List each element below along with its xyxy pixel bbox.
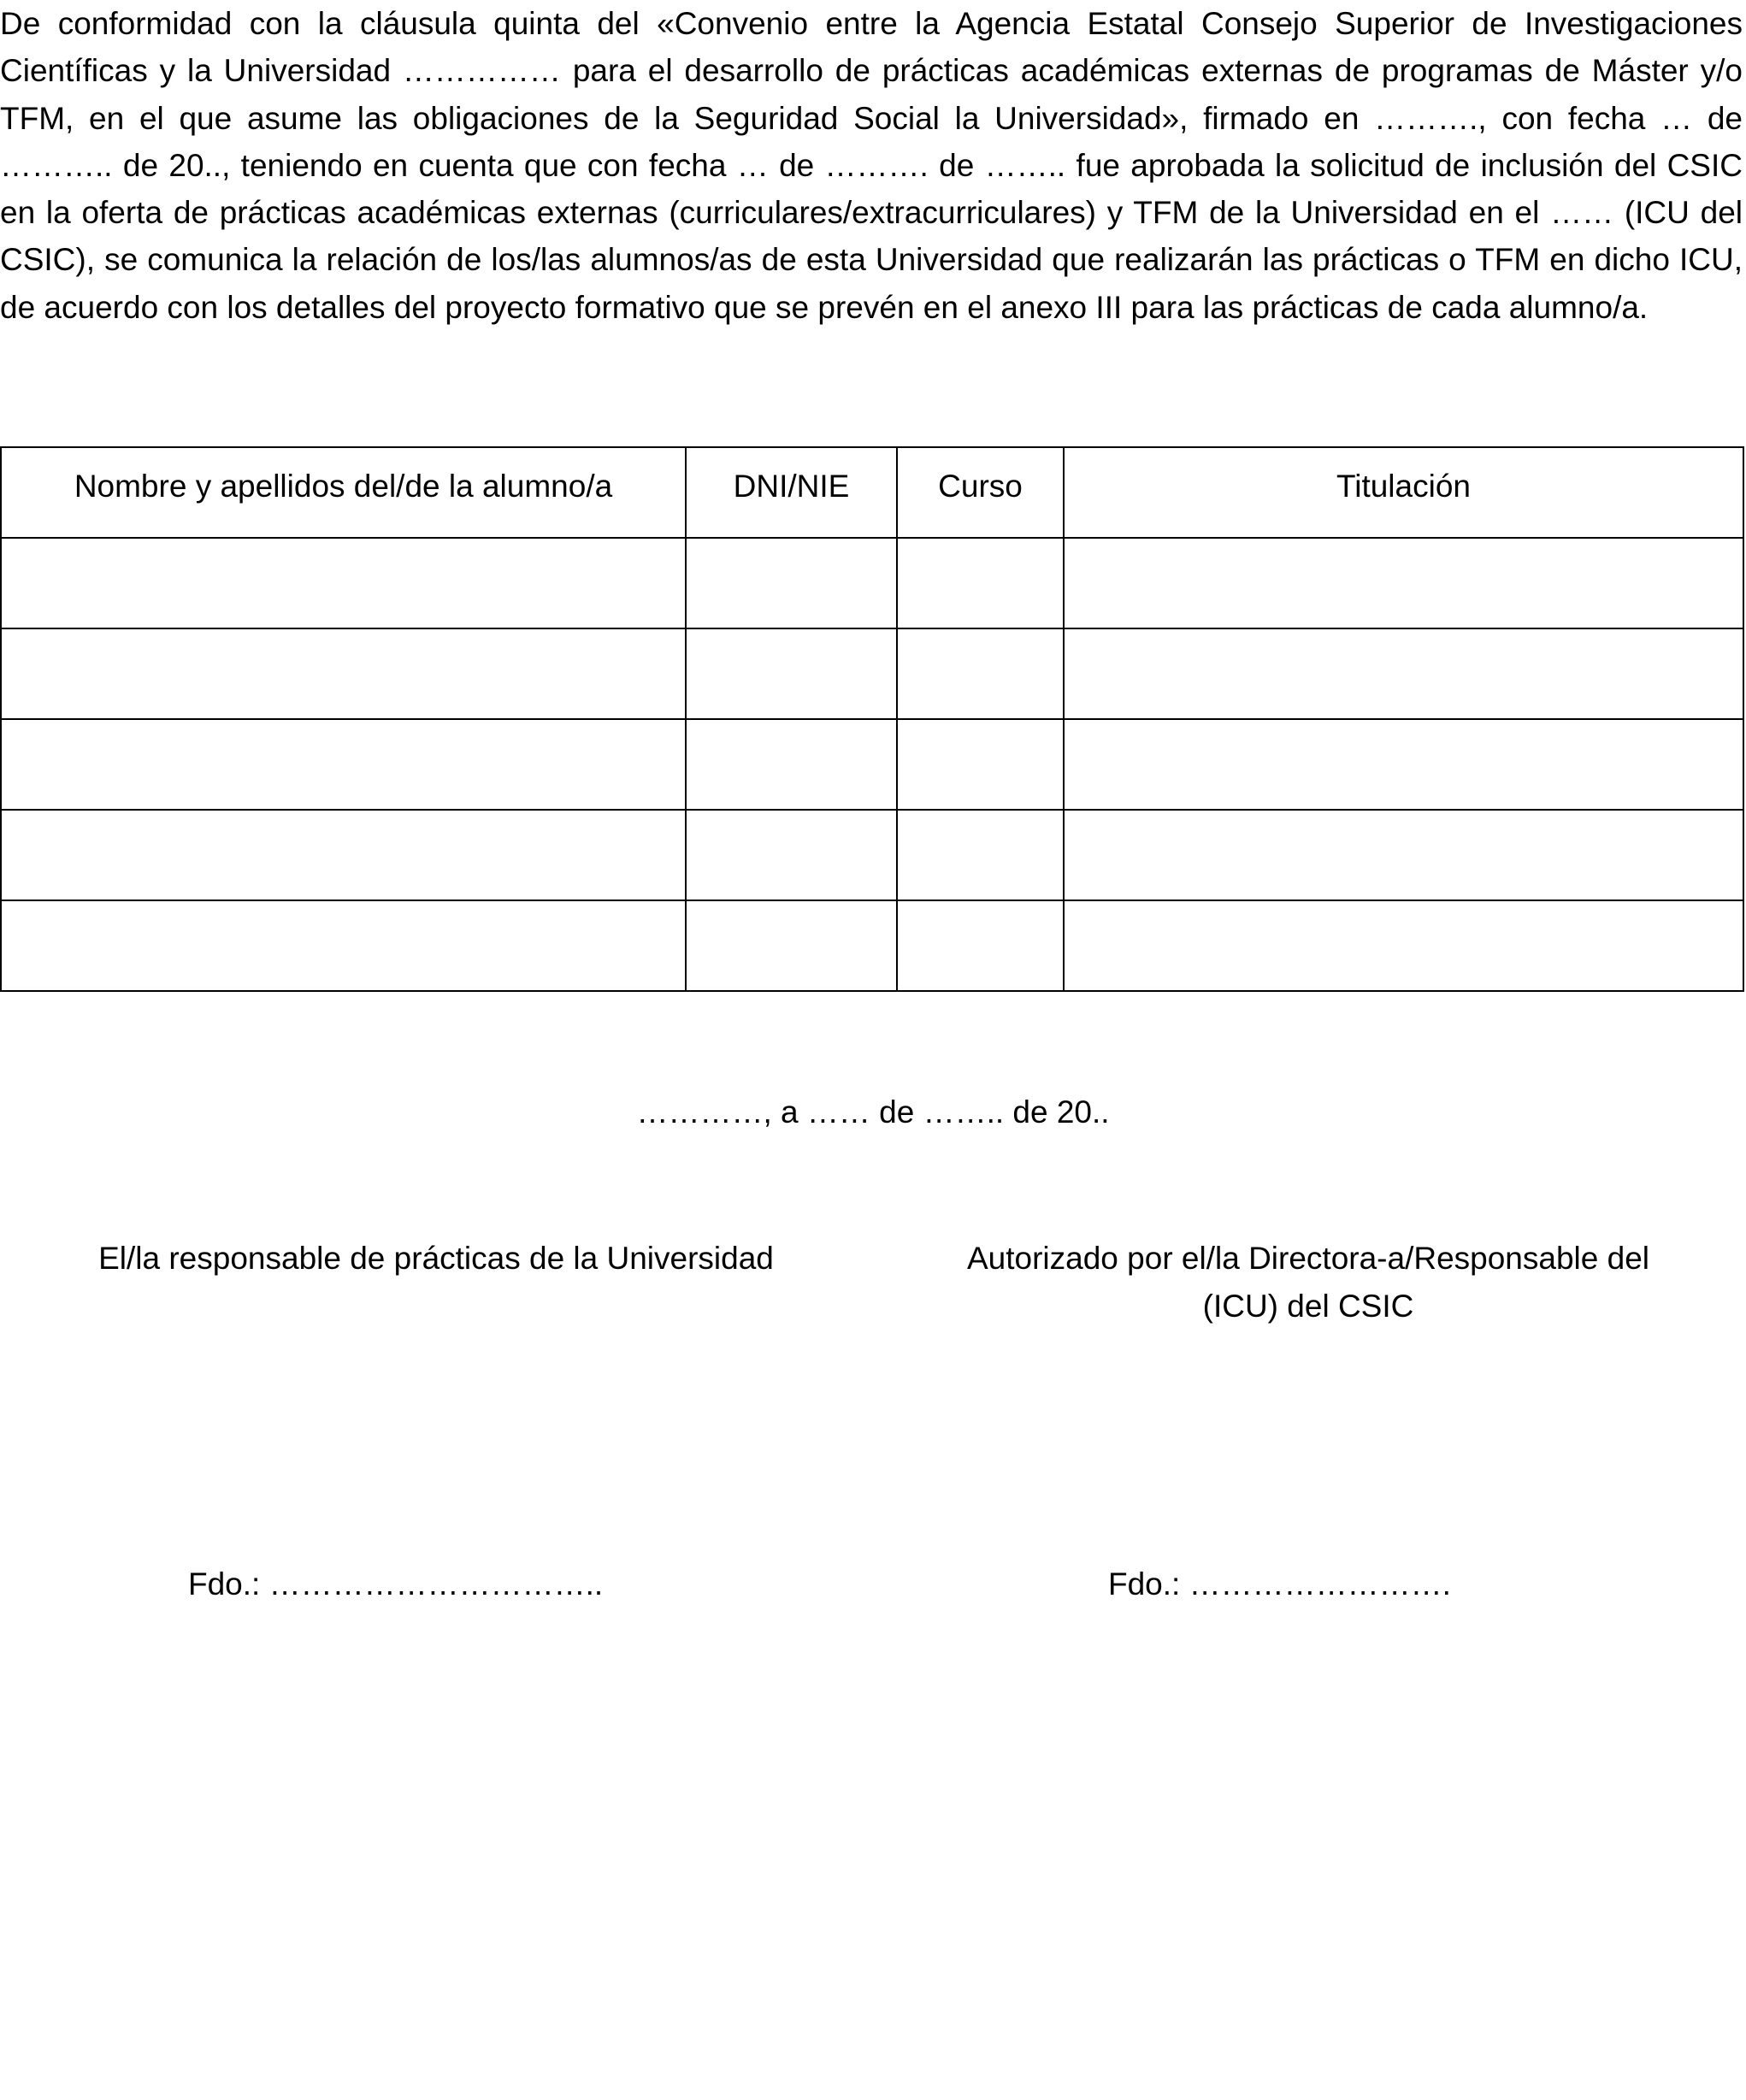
csic-signatory-label [906, 1235, 1710, 1330]
university-signature-field: Fdo.: ………………………….. [188, 1566, 604, 1602]
cell-curso[interactable] [897, 900, 1064, 991]
cell-curso[interactable] [897, 628, 1064, 719]
cell-titulacion[interactable] [1064, 900, 1743, 991]
header-name: Nombre y apellidos del/de la alumno/a [1, 447, 686, 538]
cell-titulacion[interactable] [1064, 628, 1743, 719]
cell-dni[interactable] [686, 538, 897, 628]
cell-curso[interactable] [897, 810, 1064, 900]
cell-dni[interactable] [686, 900, 897, 991]
csic-signature-field: Fdo.: ……………………. [1108, 1566, 1451, 1602]
cell-curso[interactable] [897, 538, 1064, 628]
table-row [1, 538, 1743, 628]
date-line: …………, a …… de …….. de 20.. [636, 1094, 1110, 1130]
cell-dni[interactable] [686, 719, 897, 810]
cell-name[interactable] [1, 900, 686, 991]
university-signatory-label: El/la responsable de prácticas de la Universidad [98, 1241, 774, 1276]
cell-name[interactable] [1, 719, 686, 810]
table-row [1, 628, 1743, 719]
cell-dni[interactable] [686, 810, 897, 900]
table-row [1, 810, 1743, 900]
cell-name[interactable] [1, 628, 686, 719]
header-curso: Curso [897, 447, 1064, 538]
cell-name[interactable] [1, 810, 686, 900]
cell-titulacion[interactable] [1064, 810, 1743, 900]
table-header-row [1, 447, 1743, 538]
csic-signatory-line1: Autorizado por el/la Directora-a/Responsable del [967, 1241, 1649, 1276]
cell-name[interactable] [1, 538, 686, 628]
intro-paragraph: De conformidad con la cláusula quinta del «Convenio entre la Agencia Estatal Consejo Superior de Investigaciones Científicas y la Universidad …………… para el desarrollo de prácticas académicas externas de programas de Máster y/o TFM, en el que asume las obligaciones de la Seguridad Social la Universidad», firmado en ………., con fecha … de ……….. de 20.., teniendo en cuenta que con fecha … de ………. de …….. fue aprobada la solicitud de inclusión del CSIC en la oferta de prácticas académicas externas (curriculares/extracurriculares) y TFM de la Universidad en el …… (ICU del CSIC), se comunica la relación de los/las alumnos/as de esta Universidad que realizarán las prácticas o TFM en dicho ICU, de acuerdo con los detalles del proyecto formativo que se prevén en el anexo III para las prácticas de cada alumno/a. [0, 6, 1743, 325]
cell-titulacion[interactable] [1064, 538, 1743, 628]
cell-dni[interactable] [686, 628, 897, 719]
csic-signatory-line2: (ICU) del CSIC [1202, 1289, 1414, 1324]
students-table [0, 446, 1744, 992]
cell-titulacion[interactable] [1064, 719, 1743, 810]
cell-curso[interactable] [897, 719, 1064, 810]
header-dni: DNI/NIE [686, 447, 897, 538]
table-row [1, 900, 1743, 991]
header-titulacion: Titulación [1064, 447, 1743, 538]
table-row [1, 719, 1743, 810]
